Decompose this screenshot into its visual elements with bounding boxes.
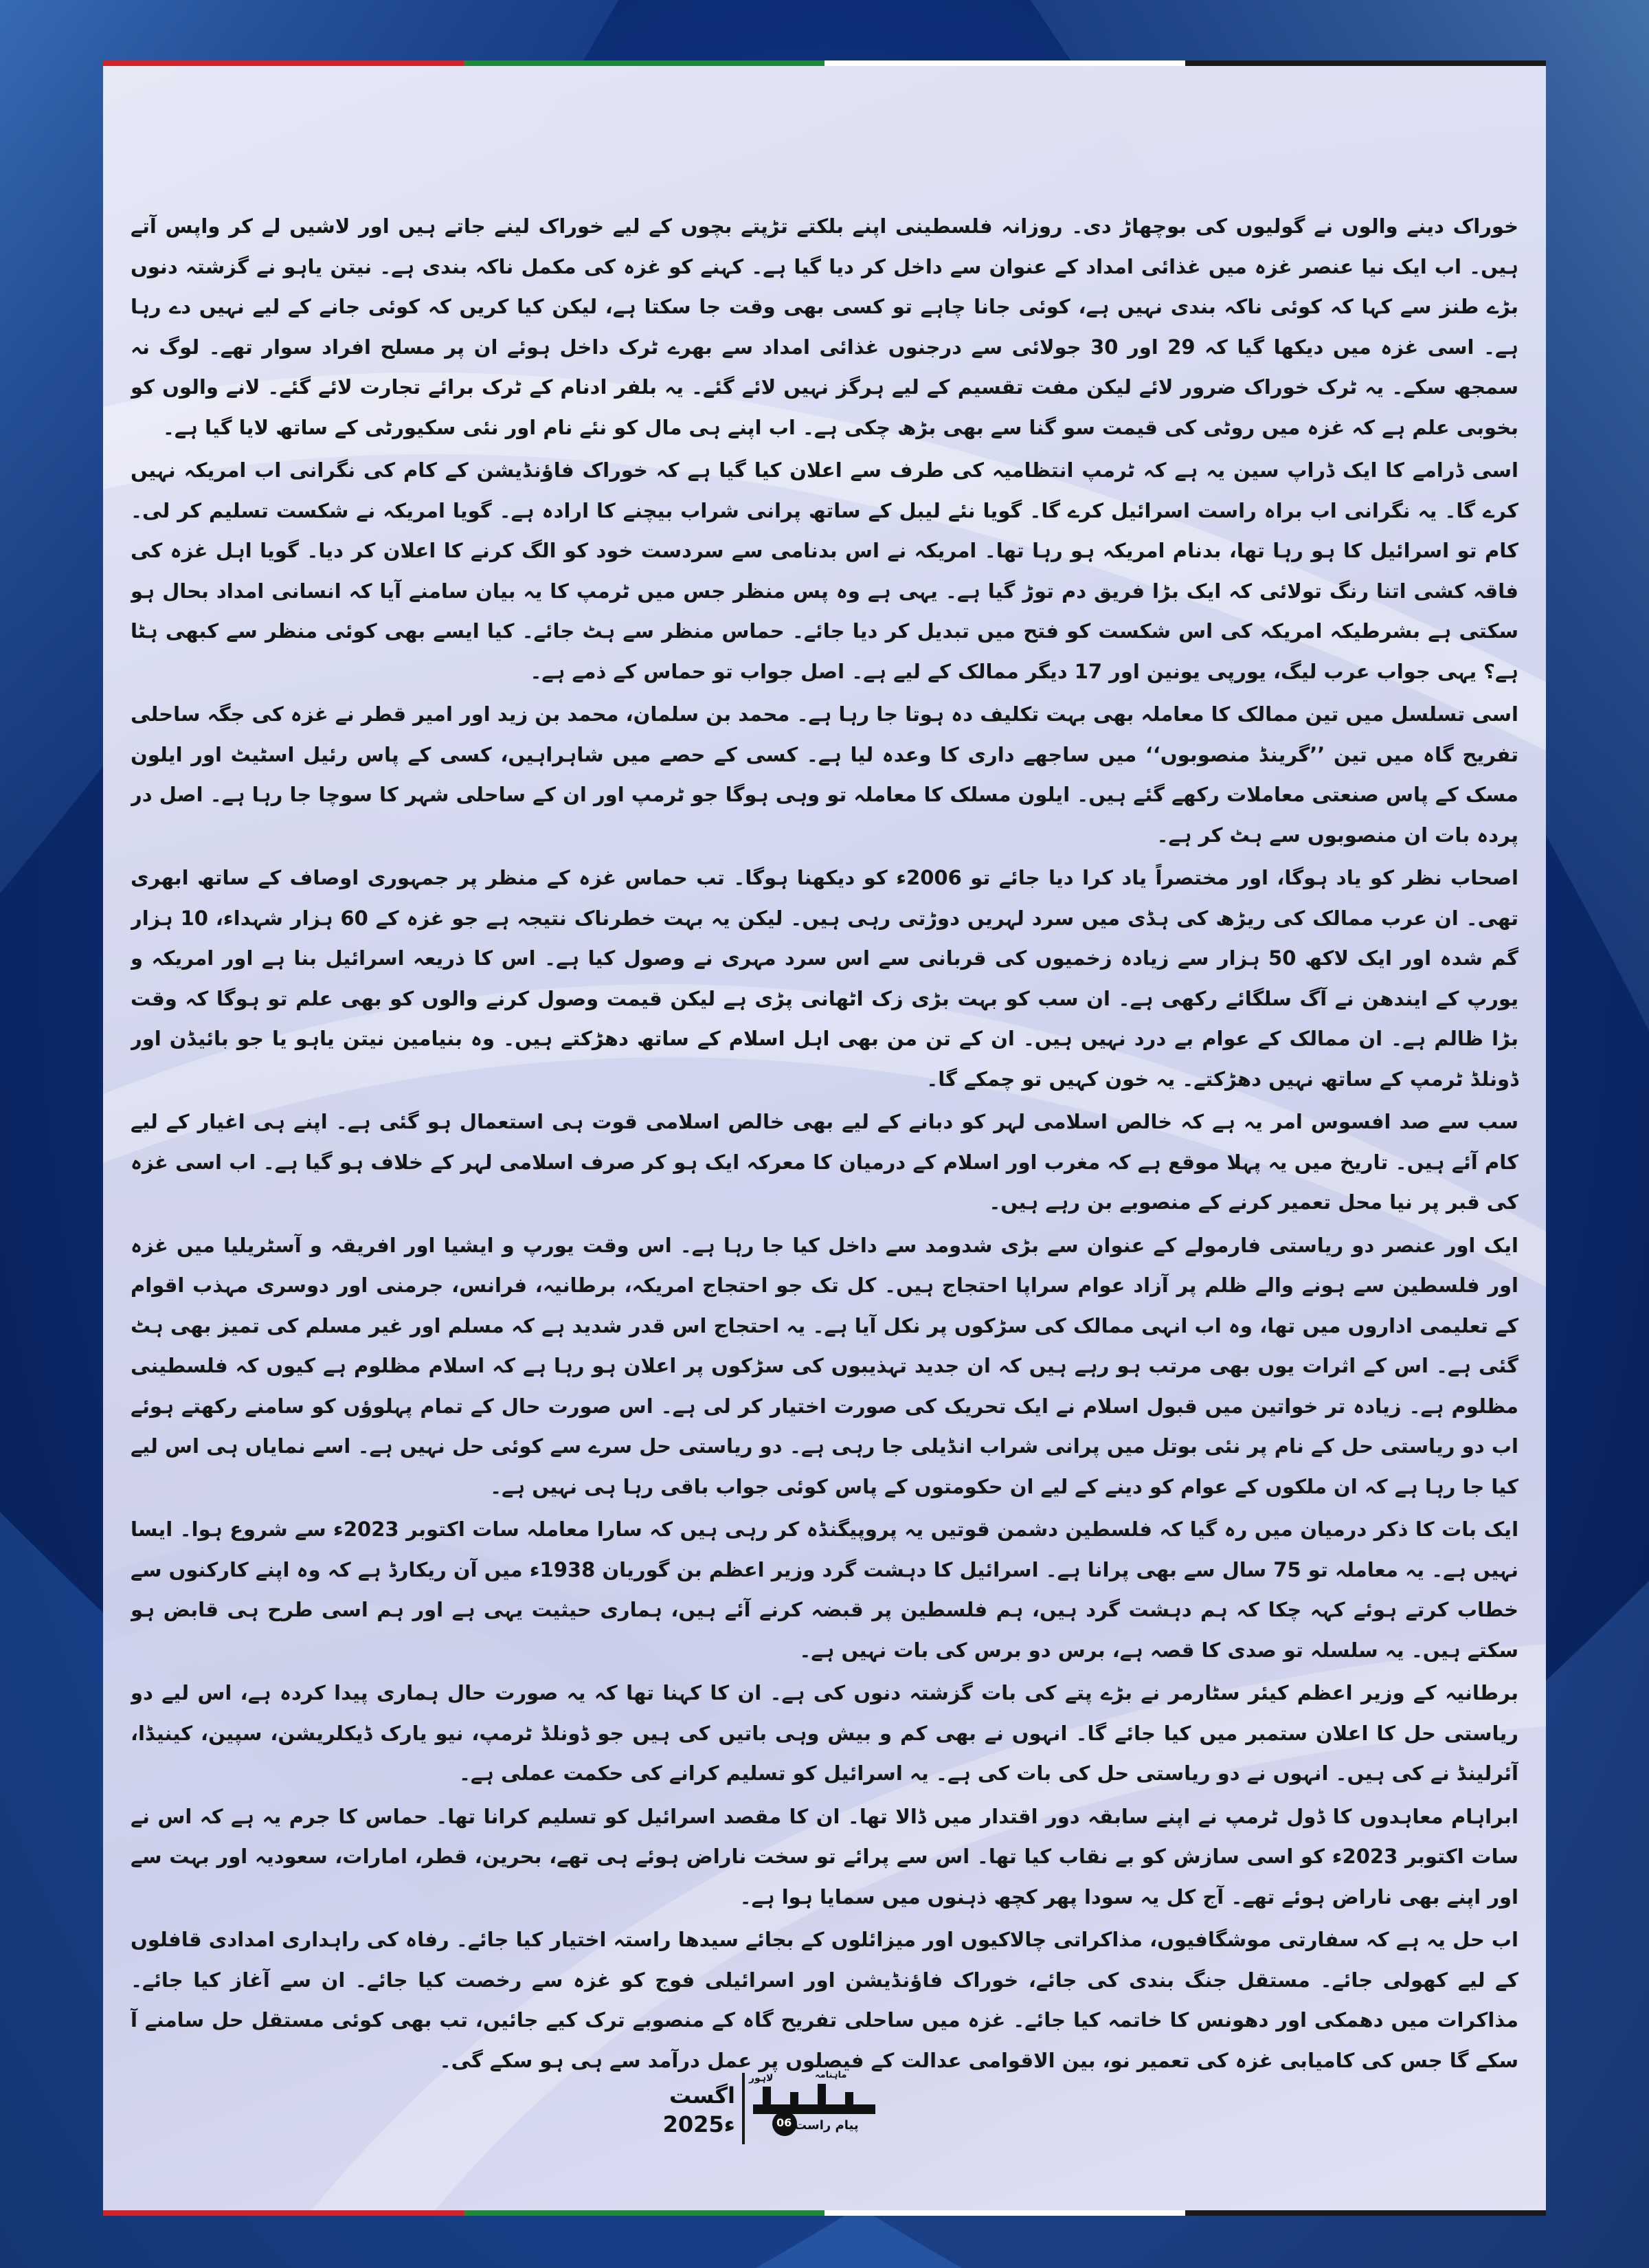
paragraph: خوراک دینے والوں نے گولیوں کی بوچھاڑ دی۔ روزانہ فلسطینی اپنے بلکتے تڑپتے بچوں کے لیے خوراک لینے جاتے ہیں اور لاشیں لے کر واپس آتے ہیں۔ اب ایک نیا عنصر غزہ میں غذائی امداد کے عنوان سے داخل کر دیا گیا ہے۔ کہنے کو غزہ کی مکمل ناکہ بندی ہے۔ نیتن یاہو نے گزشتہ دنوں بڑے طنز سے کہا کہ کوئی ناکہ بندی نہیں ہے، کوئی جانا چاہے تو کسی بھی وقت جا سکتا ہے، لیکن کیا کریں کہ کوئی جانے کے لیے نہیں دے رہا ہے۔ اسی غزہ میں دیکھا گیا کہ 29 اور 30 جولائی سے درجنوں غذائی امداد سے بھرے ٹرک داخل ہوئے ان پر مسلح افراد سوار تھے۔ لوگ نہ سمجھ سکے۔ یہ ٹرک خوراک ضرور لائے لیکن مفت تقسیم کے لیے ہرگز نہیں لائے گئے۔ یہ بلفر ادنام کے ٹرک برائے تجارت لائے گئے۔ لانے والوں کو بخوبی علم ہے کہ غزہ میں روٹی کی قیمت سو گنا سے بھی بڑھ چکی ہے۔ اب اپنے ہی مال کو نئے نام اور نئی سکیورٹی کے ساتھ لایا گیا ہے۔ (131, 214, 1518, 439)
paragraph: اصحاب نظر کو یاد ہوگا، اور مختصراً یاد کرا دیا جائے تو 2006ء کو دیکھنا ہوگا۔ تب حماس غزہ کے منظر پر جمہوری اوصاف کے ساتھ ابھری تھی۔ ان عرب ممالک کی ریڑھ کی ہڈی میں سرد لہریں دوڑتی رہی ہیں۔ لیکن یہ بہت خطرناک نتیجہ ہے جو غزہ کے 60 ہزار شہداء، 10 ہزار گم شدہ اور ایک لاکھ 50 ہزار سے زیادہ زخمیوں کی قربانی سے اس سرد مہری نے وصول کیا ہے۔ اس کا ذریعہ اسرائیل بنا ہے اور امریکہ و یورپ کے ایندھن نے آگ سلگائے رکھی ہے۔ ان سب کو بہت بڑی زک اٹھانی پڑی ہے لیکن قیمت وصول کرنے والوں کو بھی علم تو ہوگا کہ وقت بڑا ظالم ہے۔ ان ممالک کے عوام بے درد نہیں ہیں۔ ان کے تن من بھی اہل اسلام کے ساتھ دھڑکتے ہیں۔ وہ بنیامین نیتن یاہو یا جو بائیڈن اور ڈونلڈ ٹرمپ کے ساتھ نہیں دھڑکتے۔ یہ خون کہیں تو چمکے گا۔ (131, 866, 1518, 1091)
paragraph: اسی ڈرامے کا ایک ڈراپ سین یہ ہے کہ ٹرمپ انتظامیہ کی طرف سے اعلان کیا گیا ہے کہ خوراک فاؤنڈیشن کے کام کی نگرانی اب امریکہ نہیں کرے گا۔ یہ نگرانی اب براہ راست اسرائیل کرے گا۔ گویا نئے لیبل کے ساتھ پرانی شراب بیچنے کا ارادہ ہے۔ گویا امریکہ نے شکست تسلیم کر لی۔ کام تو اسرائیل کا ہو رہا تھا، بدنام امریکہ ہو رہا تھا۔ امریکہ نے اس بدنامی سے سردست خود کو الگ کرنے کا اعلان کر دیا۔ گویا اہل غزہ کی فاقہ کشی اتنا رنگ تولائی کہ ایک بڑا فریق دم توڑ گیا ہے۔ یہی ہے وہ پس منظر جس میں ٹرمپ کا یہ بیان سامنے آیا کہ انسانی امداد بحال ہو سکتی ہے بشرطیکہ امریکہ کی اس شکست کو فتح میں تبدیل کر دیا جائے۔ حماس منظر سے ہٹ جائے۔ کیا ایسے بھی کوئی منظر سے کبھی ہٹا ہے؟ یہی جواب عرب لیگ، یورپی یونین اور 17 دیگر ممالک کے لیے ہے۔ اصل جواب تو حماس کے ذمے ہے۔ (131, 458, 1518, 683)
stripe-red (103, 2210, 464, 2216)
stripe-red (103, 60, 464, 66)
issue-month: اگست (669, 2082, 735, 2109)
footer-divider (742, 2073, 745, 2144)
stripe-green (464, 60, 824, 66)
bottom-color-stripe (103, 2210, 1546, 2216)
stripe-black (1185, 2210, 1546, 2216)
magazine-logo (749, 2070, 879, 2140)
magazine-prefix: ماہنامہ (815, 2070, 847, 2080)
city-label: لاہور (749, 2073, 774, 2084)
paragraph: سب سے صد افسوس امر یہ ہے کہ خالص اسلامی لہر کو دبانے کے لیے بھی خالص اسلامی قوت ہی استعمال ہو گئی ہے۔ اپنے ہی اغیار کے لیے کام آئے ہیں۔ تاریخ میں یہ پہلا موقع ہے کہ مغرب اور اسلام کے درمیان کا معرکہ ایک ہو کر صرف اسلامی لہر کے خلاف ہو گیا ہے۔ اب اسی غزہ کی قبر پر نیا محل تعمیر کرنے کے منصوبے بن رہے ہیں۔ (131, 1110, 1518, 1214)
stripe-green (464, 2210, 824, 2216)
paragraph: اسی تسلسل میں تین ممالک کا معاملہ بھی بہت تکلیف دہ ہوتا جا رہا ہے۔ محمد بن سلمان، محمد بن زید اور امیر قطر نے غزہ کی جگہ ساحلی تفریح گاہ میں تین ’’گرینڈ منصوبوں‘‘ میں ساجھے داری کا وعدہ لیا ہے۔ کسی کے حصے میں شاہراہیں، کسی کے پاس رئیل اسٹیٹ اور ایلون مسک کے پاس صنعتی معاملات رکھے گئے ہیں۔ ایلون مسلک کا معاملہ تو وہی ہوگا جو ٹرمپ اور ان کے ساحلی شہر کا سوچا جا رہا ہے۔ اصل در پردہ بات ان منصوبوں سے ہٹ کر ہے۔ (131, 702, 1518, 847)
stripe-white (824, 2210, 1185, 2216)
top-color-stripe (103, 60, 1546, 66)
paragraph: ایک بات کا ذکر درمیان میں رہ گیا کہ فلسطین دشمن قوتیں یہ پروپیگنڈہ کر رہی ہیں کہ سارا معاملہ سات اکتوبر 2023ء سے شروع ہوا۔ ایسا نہیں ہے۔ یہ معاملہ تو 75 سال سے بھی پرانا ہے۔ اسرائیل کا دہشت گرد وزیر اعظم بن گوریان 1938ء میں آن ریکارڈ ہے کہ وہ اپنے کارکنوں سے خطاب کرتے ہوئے کہہ چکا کہ ہم دہشت گرد ہیں، ہم فلسطین پر قبضہ کرنے آئے ہیں، ہماری حیثیت یہی ہے اور ہم اسی طرح ہی قابض ہو سکتے ہیں۔ یہ سلسلہ تو صدی کا قصہ ہے، برس دو برس کی بات نہیں ہے۔ (131, 1517, 1518, 1662)
paragraph: برطانیہ کے وزیر اعظم کیئر سٹارمر نے بڑے پتے کی بات گزشتہ دنوں کی ہے۔ ان کا کہنا تھا کہ یہ صورت حال ہماری پیدا کردہ ہے، اس لیے دو ریاستی حل کا اعلان ستمبر میں کیا جائے گا۔ انہوں نے بھی کم و بیش وہی باتیں کی ہیں جو ڈونلڈ ٹرمپ، نیو یارک ڈیکلریشن، سپین، کینیڈا، آئرلینڈ نے کی ہیں۔ انہوں نے دو ریاستی حل کی بات کی ہے۔ یہ اسرائیل کو تسلیم کرانے کی حکمت عملی ہے۔ (131, 1681, 1518, 1785)
paragraph: اب حل یہ ہے کہ سفارتی موشگافیوں، مذاکراتی چالاکیوں اور میزائلوں کے بجائے سیدھا راستہ اختیار کیا جائے۔ رفاہ کی راہداری امدادی قافلوں کے لیے کھولی جائے۔ مستقل جنگ بندی کی جائے، خوراک فاؤنڈیشن اور اسرائیلی فوج کو غزہ سے رخصت کیا جائے۔ ان سے آغاز کیا جائے۔ مذاکرات میں دھمکی اور دھونس کا خاتمہ کیا جائے۔ غزہ میں ساحلی تفریح گاہ کے منصوبے ترک کیے جائیں، تب بھی کوئی مستقل حل سامنے آ سکے گا جس کی کامیابی غزہ کی تعمیر نو، بین الاقوامی عدالت کے فیصلوں پر عمل درآمد سے ہی ہو سکے گی۔ (131, 1928, 1518, 2072)
magazine-name: پیام راست (794, 2118, 859, 2133)
paragraph: ایک اور عنصر دو ریاستی فارمولے کے عنوان سے بڑی شدومد سے داخل کیا جا رہا ہے۔ اس وقت یورپ و ایشیا اور افریقہ و آسٹریلیا میں غزہ اور فلسطین سے ہونے والے ظلم پر آزاد عوام سراپا احتجاج ہیں۔ کل تک جو احتجاج امریکہ، برطانیہ، فرانس، جرمنی اور دوسری مہذب اقوام کے تعلیمی اداروں میں تھا، وہ اب انہی ممالک کی سڑکوں پر نکل آیا ہے۔ یہ احتجاج اس قدر شدید ہے کہ مسلم اور غیر مسلم کی تمیز بھی ہٹ گئی ہے۔ اس کے اثرات یوں بھی مرتب ہو رہے ہیں کہ ان جدید تہذیبوں کی سڑکوں پر اعلان ہو رہا ہے کہ اسلام مظلوم ہے کیوں کہ فلسطینی مظلوم ہے۔ زیادہ تر خواتین میں قبول اسلام نے ایک تحریک کی صورت اختیار کر لی ہے۔ اس صورت حال کے تمام پہلوؤں کو سامنے رکھتے ہوئے اب دو ریاستی حل کے نام پر نئی بوتل میں پرانی شراب انڈیلی جا رہی ہے۔ دو ریاستی حل سرے سے کوئی حل نہیں ہے۔ اسے نمایاں ہی اس لیے کیا جا رہا ہے کہ ان ملکوں کے عوام کو دینے کے لیے ان حکومتوں کے پاس کوئی جواب باقی رہا ہی نہیں ہے۔ (131, 1233, 1518, 1498)
stripe-white (824, 60, 1185, 66)
issue-year: 2025ء (662, 2111, 735, 2137)
stripe-black (1185, 60, 1546, 66)
page-number: 06 (776, 2116, 792, 2129)
article-body (131, 206, 1518, 2089)
paragraph: ابراہام معاہدوں کا ڈول ٹرمپ نے اپنے سابقہ دور اقتدار میں ڈالا تھا۔ ان کا مقصد اسرائیل کو تسلیم کرانا تھا۔ حماس کا جرم یہ ہے کہ اس نے سات اکتوبر 2023ء کو اسی سازش کو بے نقاب کیا تھا۔ اس سے پرائے تو سخت ناراض ہوئے ہی تھے، بحرین، قطر، امارات، سعودیہ اور بہت سے اور اپنے بھی ناراض ہوئے تھے۔ آج کل یہ سودا پھر کچھ ذہنوں میں سمایا ہوا ہے۔ (131, 1804, 1518, 1909)
